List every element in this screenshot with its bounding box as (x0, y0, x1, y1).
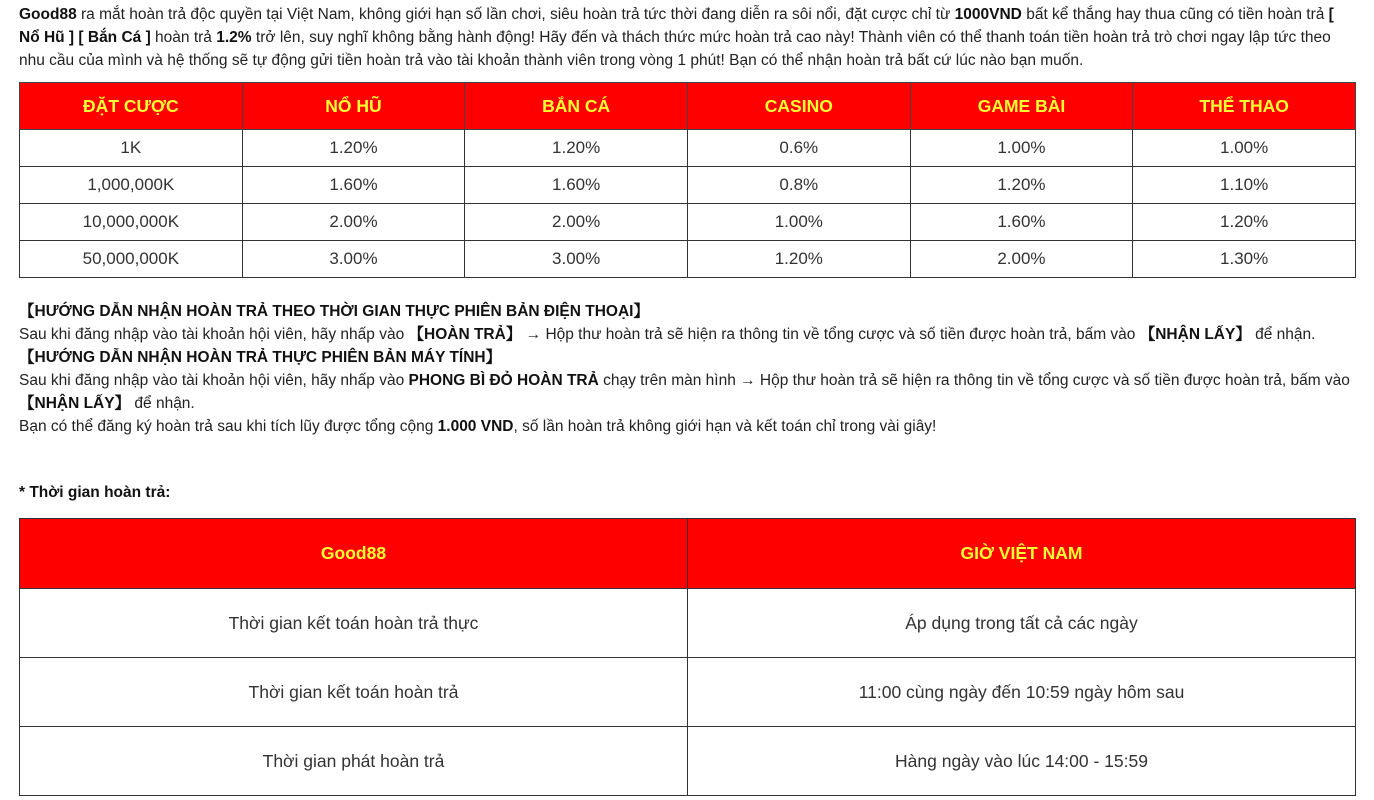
header-brand: Good88 (20, 519, 688, 589)
table-cell: 1.20% (687, 241, 910, 278)
header-game-bai: GAME BÀI (910, 83, 1133, 130)
table-cell: 1.60% (242, 167, 465, 204)
table-cell: 1.60% (910, 204, 1133, 241)
table-cell: Áp dụng trong tất cả các ngày (688, 589, 1356, 658)
table-row (20, 167, 1356, 204)
table-cell: 0.8% (687, 167, 910, 204)
brand-name: Good88 (19, 6, 77, 23)
table-cell: 10,000,000K (20, 204, 243, 241)
table-row (20, 589, 1356, 658)
table-cell: 3.00% (242, 241, 465, 278)
table-cell: 2.00% (910, 241, 1133, 278)
table-cell: 11:00 cùng ngày đến 10:59 ngày hôm sau (688, 658, 1356, 727)
mobile-guide-text: Sau khi đăng nhập vào tài khoản hội viên, hãy nhấp vào 【HOÀN TRẢ】 → Hộp thư hoàn trả sẽ hiện ra thông tin về tổng cược và số tiền được hoàn trả, bấm vào 【NHẬN LẤY】 để nhận. (19, 326, 1316, 343)
table-cell: Thời gian kết toán hoàn trả thực (20, 589, 688, 658)
table-cell: Thời gian phát hoàn trả (20, 727, 688, 796)
pc-guide-text: Sau khi đăng nhập vào tài khoản hội viên, hãy nhấp vào PHONG BÌ ĐỎ HOÀN TRẢ chạy trên màn hình → Hộp thư hoàn trả sẽ hiện ra thông tin về tổng cược và số tiền được hoàn trả, bấm vào 【NHẬN LẤY】 để nhận. (19, 372, 1350, 412)
game-types: [ Nổ Hũ ] [ Bắn Cá ] (19, 6, 1334, 46)
table-cell: 1,000,000K (20, 167, 243, 204)
pc-guide-heading: 【HƯỚNG DẪN NHẬN HOÀN TRẢ THỰC PHIÊN BẢN MÁY TÍNH】 (19, 349, 502, 366)
table-cell: 1.10% (1133, 167, 1356, 204)
table-cell: Hàng ngày vào lúc 14:00 - 15:59 (688, 727, 1356, 796)
mobile-guide-heading: 【HƯỚNG DẪN NHẬN HOÀN TRẢ THEO THỜI GIAN THỰC PHIÊN BẢN ĐIỆN THOẠI】 (19, 303, 649, 320)
table-row (20, 241, 1356, 278)
intro-paragraph: Good88 ra mắt hoàn trả độc quyền tại Việt Nam, không giới hạn số lần chơi, siêu hoàn trả tức thời đang diễn ra sôi nổi, đặt cược chỉ từ 1000VND bất kể thắng hay thua cũng có tiền hoàn trả [ Nổ Hũ ] [ Bắn Cá ] hoàn trả 1.2% trở lên, suy nghĩ không bằng hành động! Hãy đến và thách thức mức hoàn trả cao này! Thành viên có thể thanh toán tiền hoàn trả trò chơi ngay lập tức theo nhu cầu của mình và hệ thống sẽ tự động gửi tiền hoàn trả vào tài khoản thành viên trong vòng 1 phút! Bạn có thể nhận hoàn trả bất cứ lúc nào bạn muốn. (19, 6, 1334, 69)
red-envelope-label: PHONG BÌ ĐỎ HOÀN TRẢ (408, 372, 599, 389)
table-cell: 2.00% (465, 204, 688, 241)
claim-label: 【NHẬN LẤY】 (1139, 326, 1251, 343)
table-cell: 1.20% (1133, 204, 1356, 241)
table-cell: 1.30% (1133, 241, 1356, 278)
rebate-time-table (19, 518, 1356, 796)
claim-label: 【NHẬN LẤY】 (19, 395, 131, 412)
min-bet: 1000VND (954, 6, 1022, 23)
min-amount: 1.000 VND (437, 418, 514, 435)
table-cell: 0.6% (687, 130, 910, 167)
table-row (20, 658, 1356, 727)
table-cell: 1.20% (242, 130, 465, 167)
table-row (20, 727, 1356, 796)
table-cell: 1.60% (465, 167, 688, 204)
rebate-label: 【HOÀN TRẢ】 (408, 326, 522, 343)
header-bet: ĐẶT CƯỢC (20, 83, 243, 130)
header-no-hu: NỔ HŨ (242, 83, 465, 130)
table-header-row (20, 519, 1356, 589)
table-cell: Thời gian kết toán hoàn trả (20, 658, 688, 727)
header-vietnam-time: GIỜ VIỆT NAM (688, 519, 1356, 589)
table-cell: 2.00% (242, 204, 465, 241)
table-cell: 1K (20, 130, 243, 167)
table-cell: 1.00% (1133, 130, 1356, 167)
rebate-guide (19, 300, 1356, 438)
header-casino: CASINO (687, 83, 910, 130)
table-row (20, 130, 1356, 167)
table-cell: 1.20% (910, 167, 1133, 204)
rebate-time-title: * Thời gian hoàn trả: (19, 484, 171, 501)
rebate-rate-table (19, 82, 1356, 278)
table-header-row (20, 83, 1356, 130)
table-cell: 1.00% (910, 130, 1133, 167)
header-ban-ca: BẮN CÁ (465, 83, 688, 130)
table-cell: 3.00% (465, 241, 688, 278)
table-cell: 1.00% (687, 204, 910, 241)
table-cell: 50,000,000K (20, 241, 243, 278)
table-cell: 1.20% (465, 130, 688, 167)
rebate-rate: 1.2% (216, 29, 252, 46)
table-row (20, 204, 1356, 241)
header-the-thao: THỂ THAO (1133, 83, 1356, 130)
registration-text: Bạn có thể đăng ký hoàn trả sau khi tích lũy được tổng cộng 1.000 VND, số lần hoàn trả không giới hạn và kết toán chỉ trong vài giây! (19, 418, 937, 435)
